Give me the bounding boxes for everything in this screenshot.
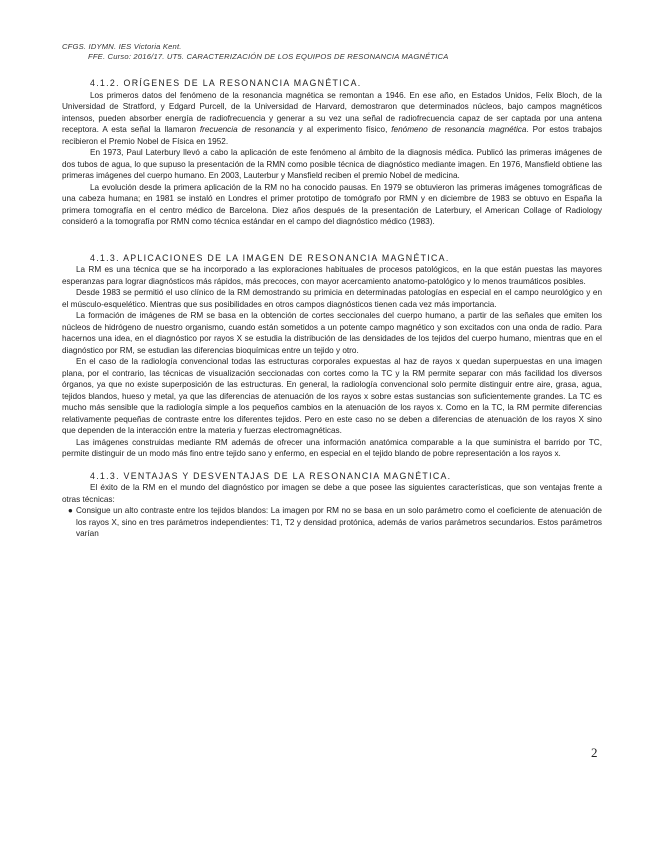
document-body <box>62 78 602 540</box>
running-header-line1: CFGS. IDYMN. IES Victoria Kent. <box>62 42 182 51</box>
paragraph: En el caso de la radiología convencional todas las estructuras corporales expuestas al haz de rayos x quedan superpuestas en una imagen plana, por el contrario, las técnicas de visualización seccionadas con cortes como la TC y la RM permite separar con más facilidad los diversos órganos, ya que no existe superposición de las estructuras. En general, la radiología convencional solo permite distinguir entre aire, grasa, agua, tejidos blandos, hueso y metal, ya que las diferencias de atenuación de los rayos x sobre estas sustancias son suficientemente grandes. La TC es mucho más sensible que la radiología simple a los pequeños cambios en la atenuación de los rayos x. Como en la TC, la RM permite diferencias relativamente pequeñas de contraste entre los diferentes tejidos. Pero en este caso no se deben a diferencias de atenuación de los rayos X sino que dependen de la interacción entre la materia y fuerzas electromagnéticas. <box>62 357 602 436</box>
paragraph: El éxito de la RM en el mundo del diagnóstico por imagen se debe a que posee las siguientes características, que son ventajas frente a otras técnicas: <box>62 483 602 504</box>
paragraph-text: y al experimento físico, <box>294 125 392 135</box>
emphasis-text: frecuencia de resonancia <box>199 125 295 135</box>
section-title-aplicaciones: 4.1.3. APLICACIONES DE LA IMAGEN DE RESONANCIA MAGNÉTICA. <box>90 252 450 263</box>
list-item <box>62 505 602 540</box>
emphasis-text: fenómeno de resonancia magnética <box>391 125 527 135</box>
paragraph <box>62 90 602 148</box>
paragraph: La RM es una técnica que se ha incorporado a las exploraciones habituales de procesos patológicos, en la que están puestas las mayores esperanzas para lograr diagnósticos más rápidos, más precoces, con mayor acercamiento anatomo-patológico y lo menos traumáticos posibles. <box>62 265 602 286</box>
paragraph-text: . Por estos trabajos recibieron el Premio Nobel de Física en 1952. <box>62 125 602 146</box>
section-origenes <box>62 78 602 228</box>
paragraph: Desde 1983 se permitió el uso clínico de la RM demostrando su primicia en determinadas patologías en especial en el campo neurológico y en el músculo-esquelético. Mientras que sus posibilidades en otros campos diagnósticos tienen cada vez más importancia. <box>62 288 602 309</box>
section-ventajas <box>62 471 602 540</box>
paragraph: La evolución desde la primera aplicación de la RM no ha conocido pausas. En 1979 se obtuvieron las primeras imágenes tomográficas de una cabeza humana; en 1981 se instaló en Londres el primer prototipo de tomógrafo por RMN y en diciembre de 1983 se obtuvo en España la primera tomografía en el centro médico de Barcelona. Diez años después de la presentación de Laterbury, el American Collage of Radiology consideró a la tomografía por RMN como técnica estándar en el campo del diagnóstico médico (1983). <box>62 182 602 227</box>
section-title-ventajas: 4.1.3. VENTAJAS Y DESVENTAJAS DE LA RESONANCIA MAGNÉTICA. <box>90 470 452 481</box>
paragraph: Las imágenes construidas mediante RM además de ofrecer una información anatómica comparable a la que suministra el barrido por TC, permite distinguir de un modo más fino entre tejido sano y enfermo, en especial en el tejido blando de pobre representación a los rayos x. <box>62 437 602 459</box>
paragraph: En 1973, Paul Laterbury llevó a cabo la aplicación de este fenómeno al ámbito de la diagnosis médica. Publicó las primeras imágenes de dos tubos de agua, lo que supuso la presentación de la RMN como posible técnica de diagnóstico mediante imagen. En 1976, Mansfield obtiene las primeras imágenes del cuerpo humano. En 2003, Lauterbur y Mansfield reciben el premio Nobel de medicina. <box>62 148 602 181</box>
running-header-line2: FFE. Curso: 2016/17. UT5. CARACTERIZACIÓN DE LOS EQUIPOS DE RESONANCIA MAGNÉTICA <box>88 52 449 61</box>
list-item-text: Consigue un alto contraste entre los tejidos blandos: La imagen por RM no se basa en un solo parámetro como el coeficiente de atenuación de los rayos X, sino en tres parámetros independientes: T1, T2 y densidad protónica, además de varios parámetros secundarios. Estos parámetros varían <box>76 506 602 539</box>
paragraph: La formación de imágenes de RM se basa en la obtención de cortes seccionales del cuerpo humano, a partir de las señales que emiten los núcleos de hidrógeno de nuestro organismo, cuando están sometidos a un potente campo magnético y son excitados con una onda de radio. Para hacernos una idea, en el diagnóstico por rayos X se estudia la distribución de las densidades de los tejidos del cuerpo humano, mientras que en el diagnóstico por RM, se estudian las diferencias bioquímicas entre un tejido y otro. <box>62 311 602 355</box>
section-aplicaciones <box>62 253 602 460</box>
page-number: 2 <box>591 745 598 760</box>
bullet-icon: ● <box>68 506 73 516</box>
section-title-origenes: 4.1.2. ORÍGENES DE LA RESONANCIA MAGNÉTICA. <box>90 78 362 88</box>
paragraph-text: Los primeros datos del fenómeno de la resonancia magnética se remontan a 1946. En ese año, en Estados Unidos, Felix Bloch, de la Universidad de Stratford, y Edgard Purcell, de la Universidad de Harvard, demostraron que determinados núcleos, bajo campos magnéticos intensos, pueden absorber energía de radiofrecuencia y generar a su vez una señal de radiofrecuencia capaz de ser captada por una antena receptora. A esta señal la llamaron <box>62 90 602 135</box>
